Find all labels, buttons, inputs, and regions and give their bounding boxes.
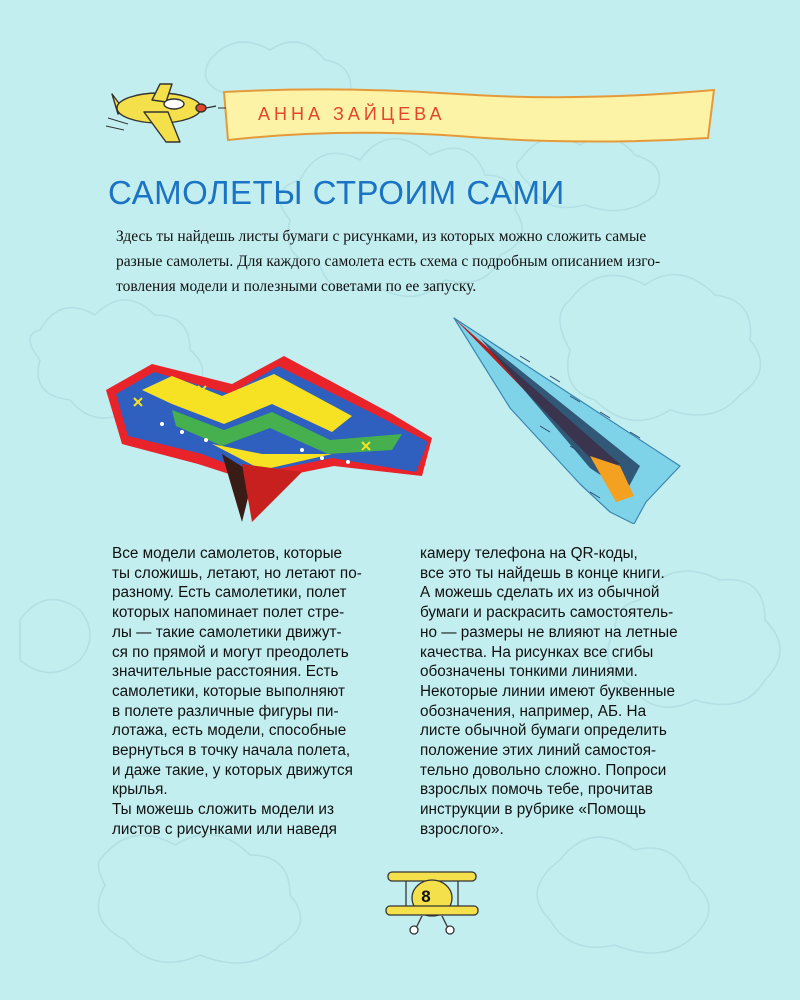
colorful-paper-plane-illustration	[102, 354, 442, 522]
intro-paragraph	[116, 224, 698, 299]
paragraph-line: А можешь сделать их из обычной	[420, 584, 660, 602]
dart-paper-plane-illustration	[450, 316, 686, 524]
intro-line: разные самолеты. Для каждого самолета есть схема с подробным описанием изго-	[116, 253, 661, 270]
paragraph-line: разному. Есть самолетики, полет	[112, 584, 347, 602]
paragraph-line: лотажа, есть модели, способные	[112, 722, 347, 740]
paragraph-line: Некоторые линии имеют буквенные	[420, 682, 676, 700]
intro-line: Здесь ты найдешь листы бумаги с рисунками, из которых можно сложить самые	[116, 228, 647, 245]
paragraph-line: но — размеры не влияют на летные	[420, 623, 678, 641]
paragraph-line: обозначения, например, АБ. На	[420, 702, 647, 720]
small-airplane-icon	[104, 80, 216, 150]
page-number: 8	[421, 887, 431, 906]
right-text-column	[420, 544, 720, 840]
paragraph-line: ся по прямой и могут преодолеть	[112, 643, 349, 661]
paragraph-line: обозначены тонкими линиями.	[420, 663, 638, 681]
paragraph-line: в полете различные фигуры пи-	[112, 702, 339, 720]
paragraph-line: Все модели самолетов, которые	[112, 545, 343, 562]
paragraph-line: листов с рисунками или наведя	[112, 820, 337, 838]
paragraph-line: самолетики, которые выполняют	[112, 682, 346, 700]
paragraph-line: взрослых помочь тебе, прочитав	[420, 781, 653, 799]
paragraph-line: вернуться в точку начала полета,	[112, 742, 351, 760]
paragraph-line: инструкции в рубрике «Помощь	[420, 801, 646, 819]
paragraph-line: взрослого».	[420, 820, 504, 838]
paragraph-line: камеру телефона на QR-коды,	[420, 545, 638, 562]
paragraph-line: бумаги и раскрасить самостоятель-	[420, 604, 674, 622]
paragraph-line: ты сложишь, летают, но летают по-	[112, 564, 362, 582]
paragraph-line: листе обычной бумаги определить	[420, 722, 667, 740]
intro-line: товления модели и полезными советами по ее запуску.	[116, 278, 477, 295]
page-title: САМОЛЕТЫ СТРОИМ САМИ	[108, 174, 565, 211]
left-text-column	[112, 544, 412, 840]
paragraph-line: Ты можешь сложить модели из	[112, 801, 334, 819]
paragraph-line: крылья.	[112, 781, 168, 799]
author-name: АННА ЗАЙЦЕВА	[258, 104, 446, 124]
paragraph-line: лы — такие самолетики движут-	[112, 623, 342, 641]
paragraph-line: тельно довольно сложно. Попроси	[420, 761, 667, 779]
paragraph-line: положение этих линий самостоя-	[420, 742, 657, 760]
paragraph-line: качества. На рисунках все сгибы	[420, 643, 654, 661]
paragraph-line: все это ты найдешь в конце книги.	[420, 564, 665, 582]
paragraph-line: значительные расстояния. Есть	[112, 663, 339, 681]
paragraph-line: и даже такие, у которых движутся	[112, 761, 353, 779]
paragraph-line: которых напоминает полет стре-	[112, 604, 345, 622]
